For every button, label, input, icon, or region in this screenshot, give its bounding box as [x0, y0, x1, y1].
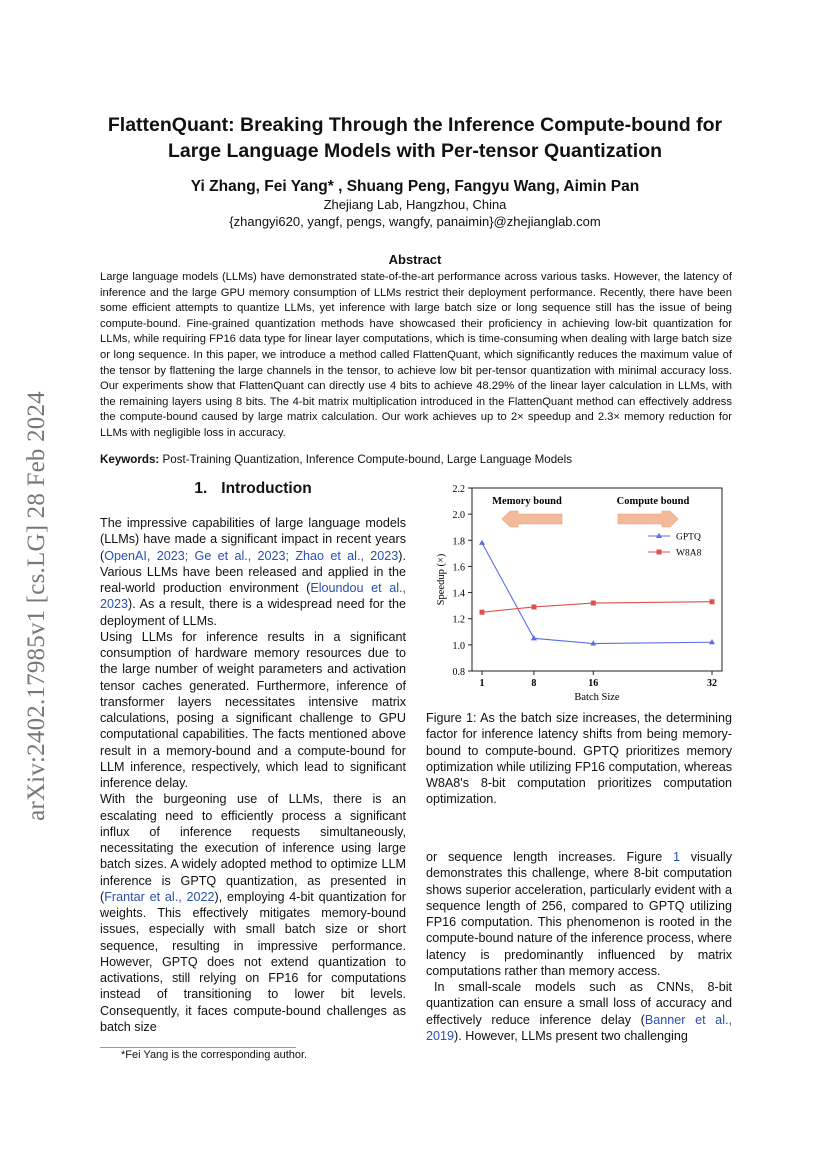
memory-bound-label: Memory bound [492, 496, 562, 507]
data-point-w8a8 [710, 599, 715, 604]
x-tick-label: 1 [479, 678, 485, 689]
affiliation: Zhejiang Lab, Hangzhou, China [323, 197, 507, 212]
compute-bound-label: Compute bound [616, 496, 690, 507]
y-axis-label: Speedup (×) [436, 553, 447, 606]
y-tick-label: 1.6 [452, 562, 465, 574]
y-tick-label: 1.0 [452, 640, 465, 652]
right-column-text [426, 849, 732, 1044]
x-tick-label: 32 [707, 678, 717, 689]
text-run: With the burgeoning use of LLMs, there is an escalating need to efficiently process a significant influx of inference requests simultaneously, necessitating the execution of inference using large batch sizes. A widely adopted method to optimize LLM inference is GPTQ quantization, as presented in ( [100, 792, 406, 904]
legend-marker-w8a8 [657, 550, 662, 555]
x-axis-label: Batch Size [574, 692, 620, 703]
legend-marker-gptq [656, 533, 662, 538]
title-line-2: Large Language Models with Per-tensor Quantization [167, 140, 663, 162]
data-point-w8a8 [591, 601, 596, 606]
y-tick-label: 1.8 [452, 536, 465, 548]
x-tick-label: 16 [588, 678, 599, 689]
intro-paragraph-1 [100, 515, 406, 629]
text-run: ). However, LLMs present two challenging [454, 1028, 688, 1043]
footnote-divider [100, 1047, 296, 1048]
text-run: ), employing 4-bit quantization for weights. This effectively mitigates memory-bound issues, especially with small batch size or short sequence, resulting in impressive performance. However, GPTQ does not extend quantization to activations, still relying on FP16 for computations instead of transitioning to lower bit levels. Consequently, it faces compute-bound challenges as batch size [100, 889, 406, 1034]
compute-bound-arrow-icon [618, 511, 678, 527]
section-heading [100, 480, 406, 498]
intro-paragraph-2: Using LLMs for inference results in a significant consumption of hardware memory resources due to the large number of weight parameters and activation tensor caches generated. Furthermore, inference of transformer layers necessitates intensive matrix calculations, posing a significant challenge to GPU computational capabilities. The facts mentioned above result in a memory-bound and a compute-bound for LLM inference, respectively, which lead to significant inference delay. [100, 629, 406, 790]
memory-bound-arrow-icon [502, 511, 562, 527]
legend-label-gptq: GPTQ [676, 532, 701, 543]
left-column [100, 515, 406, 1035]
author-list: Yi Zhang, Fei Yang* , Shuang Peng, Fangyu Wang, Aimin Pan [190, 178, 640, 195]
y-tick-label: 2.2 [452, 484, 465, 495]
intro-paragraph-5 [426, 979, 732, 1044]
intro-paragraph-3 [100, 791, 406, 1035]
section-title: Introduction [221, 480, 312, 497]
text-run: In small-scale models such as CNNs, 8-bit quantization can ensure a small loss of accuracy and effectively reduce inference delay ( [426, 980, 732, 1027]
keywords [100, 453, 732, 466]
y-tick-label: 1.4 [452, 588, 465, 600]
figure-caption: Figure 1: As the batch size increases, the determining factor for inference latency shifts from being memory-bound to compute-bound. GPTQ prioritizes memory optimization while utilizing FP16 computation, whereas W8A8's 8-bit computation prioritizes computation optimization. [426, 711, 732, 807]
title-line-1: FlattenQuant: Breaking Through the Inference Compute-bound for [107, 114, 723, 136]
intro-paragraph-4 [426, 849, 732, 979]
paper-title [90, 112, 740, 164]
footnote: *Fei Yang is the corresponding author. [121, 1049, 308, 1061]
text-run: visually demonstrates this challenge, where 8-bit computation shows superior acceleration, particularly evident with a sequence length of 256, compared to GPTQ utilizing FP16 computation. This phenomenon is rooted in the compute-bound nature of the inference process, where latency is predominantly influenced by matrix computations rather than memory access. [426, 850, 733, 978]
data-point-gptq [531, 635, 537, 640]
data-point-gptq [479, 540, 485, 545]
y-tick-label: 2.0 [452, 510, 465, 522]
figure-1-chart [426, 480, 736, 705]
figure-reference-link[interactable]: 1 [672, 850, 680, 864]
author-emails: {zhangyi620, yangf, pengs, wangfy, panaimin}@zhejianglab.com [229, 214, 601, 229]
y-tick-label: 1.2 [452, 614, 465, 626]
citation-link[interactable]: Frantar et al., 2022 [104, 889, 215, 904]
text-run: ). As a result, there is a widespread need for the deployment of LLMs. [100, 597, 406, 628]
arxiv-sidebar-stamp [20, 362, 54, 850]
citation-link[interactable]: OpenAI, 2023; Ge et al., 2023; Zhao et al., 2023 [104, 548, 399, 563]
citation-link[interactable]: Eloundou et al., 2023 [100, 581, 407, 612]
text-run: ). Various LLMs have been released and applied in the real-world production environment ( [100, 548, 406, 595]
abstract-text: Large language models (LLMs) have demonstrated state-of-the-art performance across various tasks. However, the latency of inference and the large GPU memory consumption of LLMs restrict their deployment performance. Recently, there have been some efficient attempts to quantize LLMs, yet inference with large batch size or long sequence still has the issue of being compute-bound. Fine-grained quantization methods have showcased their proficiency in achieving low-bit quantization for LLMs, while requiring FP16 data type for linear layer computations, which is time-consuming when dealing with large batch size or long sequence. In this paper, we introduce a method called FlattenQuant, which significantly reduces the maximum value of the tensor by flattening the large channels in the tensor, to achieve low bit per-tensor quantization with minimal accuracy loss. Our experiments show that FlattenQuant can directly use 4 bits to achieve 48.29% of the linear layer calculation in LLMs, with the remaining layers using 8 bits. The 4-bit matrix multiplication introduced in the FlattenQuant method can effectively address the compute-bound caused by large matrix calculation. Our work achieves up to 2× speedup and 2.3× memory reduction for LLMs with negligible loss in accuracy. [100, 271, 732, 439]
abstract-heading: Abstract [388, 252, 442, 267]
text-run: or sequence length increases. Figure [426, 850, 673, 864]
text-run: The impressive capabilities of large language models (LLMs) have made a significant impact in recent years ( [100, 516, 406, 563]
data-point-w8a8 [531, 604, 536, 609]
speedup-line-chart [426, 480, 736, 705]
keywords-text: Post-Training Quantization, Inference Compute-bound, Large Language Models [162, 453, 572, 466]
section-number: 1. [194, 480, 208, 497]
data-point-gptq [709, 639, 715, 644]
x-tick-label: 8 [531, 678, 537, 689]
data-point-w8a8 [480, 610, 485, 615]
legend-label-w8a8: W8A8 [676, 548, 702, 559]
arxiv-id: arXiv:2402.17985v1 [cs.LG] 28 Feb 2024 [23, 391, 50, 821]
citation-link[interactable]: Banner et al., 2019 [426, 1012, 732, 1043]
keywords-label: Keywords: [100, 453, 160, 466]
y-tick-label: 0.8 [452, 667, 465, 678]
